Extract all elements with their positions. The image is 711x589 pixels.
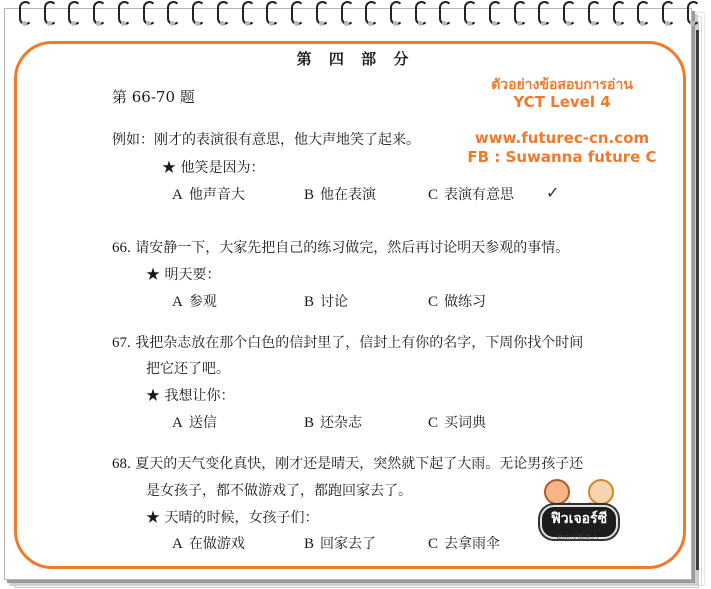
spiral-ring-icon [488,0,500,26]
question-66-prompt: ★ 明天要： [146,267,221,283]
spiral-ring-icon [463,0,475,26]
spiral-ring-icon [67,0,79,26]
question-66-option-b[interactable]: B 讨论 [304,294,349,310]
question-67-text: 67. 我把杂志放在那个白色的信封里了，信封上有你的名字，下周你找个时间 [112,335,584,351]
question-68-prompt: ★ 天晴的时候，女孩子们： [146,510,319,526]
question-68-text: 68. 夏天的天气变化真快，刚才还是晴天，突然就下起了大雨。无论男孩子还 [112,456,584,472]
spiral-ring-icon [290,0,302,26]
question-66-option-a[interactable]: A 参观 [172,294,217,310]
spiral-ring-icon [636,0,648,26]
spiral-ring-icon [216,0,228,26]
promo-facebook: FB : Suwanna future C [467,148,657,166]
spiral-ring-icon [562,0,574,26]
question-66-text: 66. 请安静一下，大家先把自己的练习做完，然后再讨论明天参观的事情。 [112,240,570,256]
spiral-ring-icon [315,0,327,26]
spiral-ring-icon [587,0,599,26]
spiral-ring-icon [661,0,673,26]
question-67-prompt: ★ 我想让你： [146,388,235,404]
spiral-ring-icon [438,0,450,26]
logo-brand-text: ฟิวเจอร์ซี [550,511,608,527]
paper-edge-shadow [696,30,699,570]
question-68-text-line-2: 是女孩子，都不做游戏了，都跑回家去了。 [146,483,412,499]
logo-bottom-text: 铭中汉语中心 [556,534,598,542]
check-mark-icon: ✓ [546,183,560,202]
promo-website-link[interactable]: www.futurec-cn.com [474,129,650,147]
example-option-a[interactable]: A 他声音大 [172,187,245,203]
spiral-ring-icon [43,0,55,26]
spiral-ring-icon [340,0,352,26]
section-title: 第 四 部 分 [296,50,415,68]
spiral-binding [18,0,698,28]
spiral-ring-icon [18,0,30,26]
question-68-option-c[interactable]: C 去拿雨伞 [428,536,501,552]
spiral-ring-icon [92,0,104,26]
spiral-ring-icon [241,0,253,26]
promo-line-2: YCT Level 4 [513,93,611,111]
future-c-logo [536,477,618,543]
example-question: ★ 他笑是因为： [162,160,265,176]
spiral-ring-icon [191,0,203,26]
spiral-ring-icon [612,0,624,26]
question-67-option-c[interactable]: C 买词典 [428,415,487,431]
spiral-ring-icon [513,0,525,26]
spiral-ring-icon [364,0,376,26]
question-range: 第 66-70 题 [112,88,195,106]
example-option-c[interactable]: C 表演有意思 [428,187,515,203]
question-68-option-b[interactable]: B 回家去了 [304,536,377,552]
spiral-ring-icon [686,0,698,26]
example-prefix: 例如： [112,132,154,148]
promo-line-1: ตัวอย่างข้อสอบการอ่าน [491,77,633,93]
spiral-ring-icon [265,0,277,26]
question-68-option-a[interactable]: A 在做游戏 [172,536,245,552]
spiral-ring-icon [414,0,426,26]
spiral-ring-icon [117,0,129,26]
question-67-option-b[interactable]: B 还杂志 [304,415,363,431]
question-66-option-c[interactable]: C 做练习 [428,294,487,310]
example-block [112,129,420,149]
example-sentence: 刚才的表演很有意思，他大声地笑了起来。 [154,132,420,148]
question-67-text-line-2: 把它还了吧。 [146,361,230,377]
question-67-option-a[interactable]: A 送信 [172,415,217,431]
spiral-ring-icon [142,0,154,26]
example-option-b[interactable]: B 他在表演 [304,187,377,203]
spiral-ring-icon [389,0,401,26]
spiral-ring-icon [537,0,549,26]
spiral-ring-icon [166,0,178,26]
